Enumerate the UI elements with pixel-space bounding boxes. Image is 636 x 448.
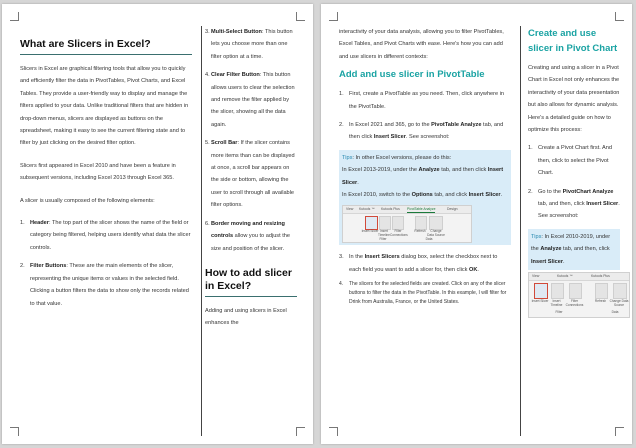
filter-connections-button — [569, 283, 582, 299]
crop-mark — [615, 12, 624, 21]
insert-timeline-label: Insert Timeline — [378, 229, 390, 238]
pivot-step-4: 4. The slicers for the selected fields are created. Click on any of the slicer buttons to filter the data in the PivotTable. In this example, I will filter for Drink from Australia, France, or the United States. — [339, 281, 507, 306]
filter-connections-button — [392, 216, 404, 230]
insert-slicer-label: Insert Slicer — [531, 299, 549, 304]
right-column-2 — [528, 26, 629, 318]
ribbon-tab-view: View — [346, 207, 354, 212]
chart-tip-box: Tips: In Excel 2010-2019, under the Analyze tab, and then, click Insert Slicer. — [528, 229, 620, 270]
change-data-source-button — [613, 283, 627, 299]
change-data-source-label: Change Data Source — [427, 229, 445, 238]
how-to-text: Adding and using slicers in Excel enhances the — [205, 307, 287, 327]
history-paragraph: Slicers first appeared in Excel 2010 and have been a feature in subsequent versions, including Excel 2013 through Excel 365. — [20, 162, 176, 182]
ribbon-tab-kutools: Kutools ™ — [557, 274, 573, 279]
element-item-3: 3. Multi-Select Button: This button lets you choose more than one filter option at a time. — [205, 29, 293, 60]
element-item-2: 2. Filter Buttons: These are the main elements of the slicer, representing the unique items or values in the selected field. Clicking a button filters the data to show only the records related to that value. — [20, 263, 189, 307]
how-to-heading: How to add slicer in Excel? — [205, 266, 292, 292]
left-column-2 — [205, 26, 297, 340]
change-data-source-button — [429, 216, 443, 230]
pivot-step-3: 3. In the Insert Slicers dialog box, select the checkbox next to each field you want to add a slicer for, then click OK. — [339, 254, 498, 273]
document-page-left — [2, 4, 313, 444]
insert-slicer-button — [365, 216, 378, 230]
element-item-5: 5. Scroll Bar: If the slicer contains more items than can be displayed at once, a scroll bar appears on the side or bottom, allowing the user to scroll through all available filter options. — [205, 140, 295, 209]
ribbon-screenshot-pivotchart — [528, 272, 630, 318]
refresh-button — [415, 216, 427, 230]
tip-label: Tips — [342, 154, 353, 161]
element-item-4: 4. Clear Filter Button: This button allows users to clear the selection and remove the filter applied by the slicer, showing all the data again. — [205, 72, 295, 128]
continued-paragraph: interactivity of your data analysis, allowing you to filter PivotTables, Excel Tables, and Pivot Charts with ease. Here's how you can add and use slicers in different contexts: — [339, 29, 504, 60]
pivot-step-2: 2. In Excel 2021 and 365, go to the PivotTable Analyze tab, and then click Insert Slicer. See screenshot: — [339, 122, 504, 141]
data-group-label: Data — [611, 310, 619, 315]
ribbon-tab-bar — [343, 206, 471, 214]
pivot-slicer-heading: Add and use slicer in PivotTable — [339, 69, 485, 81]
element-item-1: 1. Header: The top part of the slicer shows the name of the field or category being filtered, helping users identify what data the slicer controls. — [20, 220, 191, 251]
crop-mark — [296, 12, 305, 21]
article-title: What are Slicers in Excel? — [20, 38, 151, 50]
filter-connections-label: Filter Connections — [565, 299, 584, 308]
tip-box: Tips: In other Excel versions, please do this: In Excel 2013-2019, under the Analyze tab, and then click Insert Slicer. In Excel 2010, switch to the Options tab, and click Insert Slicer. View Kutools ™ Kutools Plus PivotTable Analyze Design Insert Slicer Insert Timeline Filter Connections Refresh Change Data Source Filter Data — [339, 150, 511, 246]
ribbon-tab-kutools: Kutools ™ — [359, 207, 375, 212]
ribbon-tab-view: View — [532, 274, 540, 279]
insert-slicer-label: Insert Slicer — [361, 229, 379, 234]
refresh-label: Refresh — [414, 229, 426, 234]
insert-timeline-label: Insert Timeline — [550, 299, 563, 308]
change-data-source-label: Change Data Source — [609, 299, 629, 308]
crop-mark — [10, 12, 19, 21]
ribbon-tab-kutools-plus: Kutools Plus — [381, 207, 400, 212]
insert-slicer-button — [534, 283, 548, 299]
insert-timeline-button — [379, 216, 391, 230]
column-divider — [520, 26, 521, 436]
crop-mark — [615, 427, 624, 436]
document-page-right — [321, 4, 632, 444]
crop-mark — [329, 427, 338, 436]
title-rule — [20, 54, 192, 55]
column-divider — [201, 26, 202, 436]
ribbon-tab-kutools-plus: Kutools Plus — [591, 274, 610, 279]
ribbon-screenshot-pivottable — [342, 205, 472, 243]
ribbon-tab-pivottable-analyze: PivotTable Analyze — [407, 207, 436, 212]
right-column-1 — [339, 26, 511, 307]
pivot-step-1: 1. First, create a PivotTable as you need. Then, click anywhere in the PivotTable. — [339, 91, 505, 110]
refresh-button — [595, 283, 608, 299]
element-item-6: 6. Border moving and resizing controls allow you to adjust the size and position of the slicer. — [205, 220, 290, 252]
filter-group-label: Filter — [555, 310, 563, 315]
filter-connections-label: Filter Connections — [390, 229, 408, 238]
pivot-chart-heading: Create and use slicer in Pivot Chart — [528, 28, 618, 54]
how-to-rule — [205, 296, 297, 297]
chart-step-1: 1. Create a Pivot Chart first. And then, click to select the Pivot Chart. — [528, 145, 612, 177]
data-group-label: Data — [425, 237, 433, 242]
elements-intro: A slicer is usually composed of the following elements: — [20, 197, 155, 204]
insert-timeline-button — [551, 283, 564, 299]
filter-group-label: Filter — [379, 237, 387, 242]
refresh-label: Refresh — [594, 299, 607, 304]
ribbon-tab-bar — [529, 273, 629, 281]
crop-mark — [296, 427, 305, 436]
crop-mark — [329, 12, 338, 21]
pivot-chart-intro: Creating and using a slicer in a Pivot Chart in Excel not only enhances the interactivity of your data presentation but also allows for dynamic analysis. Here's a detailed guide on how to optimize this process: — [528, 65, 620, 134]
ribbon-tab-design: Design — [447, 207, 458, 212]
intro-paragraph: Slicers in Excel are graphical filtering tools that allow you to quickly and efficiently filter the data in PivotTables, Pivot Charts, and Excel Tables. They provide a user-friendly way to display and manage the filters applied to your data. Unlike traditional filters that are hidden in drop-down menus, slicers are displayed as buttons on the spreadsheet, making it easy to see the current filtering state and to filter by just clicking on the desired filter option. — [20, 66, 189, 147]
left-column-1 — [20, 38, 192, 310]
crop-mark — [10, 427, 19, 436]
chart-step-2: 2. Go to the PivotChart Analyze tab, and then, click Insert Slicer. See screenshot: — [528, 188, 620, 220]
